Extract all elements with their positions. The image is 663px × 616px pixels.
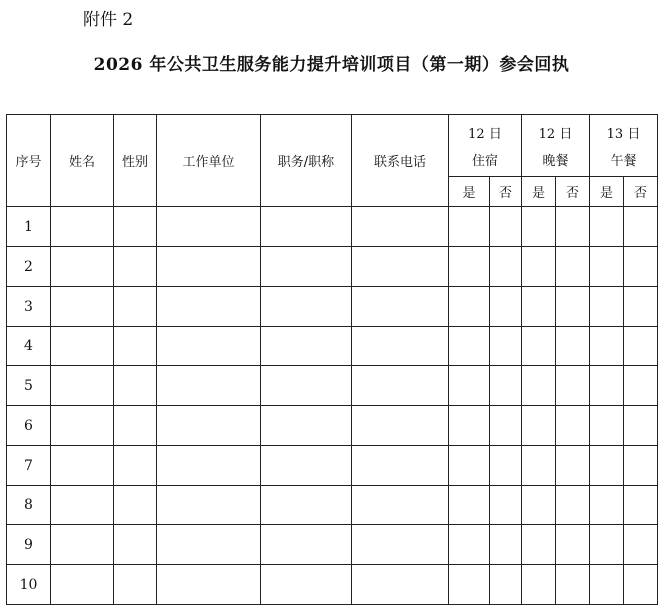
lunch-no-cell[interactable] [624, 446, 658, 486]
table-row [7, 486, 658, 525]
dinner-no-cell[interactable] [556, 525, 590, 565]
table-row [7, 287, 658, 327]
lodging-no-cell[interactable] [490, 565, 522, 605]
workplace-cell[interactable] [157, 486, 261, 525]
row-number: 8 [7, 486, 51, 525]
lunch-no-cell[interactable] [624, 247, 658, 287]
table-row [7, 327, 658, 366]
name-cell[interactable] [51, 486, 114, 525]
header-seq: 序号 [7, 115, 51, 207]
lunch-date: 13 日 [606, 126, 641, 142]
lodging-yes-cell[interactable] [449, 486, 490, 525]
position-cell[interactable] [261, 366, 352, 406]
lodging-no-cell[interactable] [490, 525, 522, 565]
workplace-cell[interactable] [157, 406, 261, 446]
lunch-no-cell[interactable] [624, 486, 658, 525]
dinner-yes-cell[interactable] [522, 406, 556, 446]
lodging-yes-cell[interactable] [449, 207, 490, 247]
lunch-yes-cell[interactable] [590, 486, 624, 525]
header-lunch [590, 115, 658, 177]
row-number: 3 [7, 287, 51, 327]
name-cell[interactable] [51, 366, 114, 406]
lodging-date: 12 日 [468, 126, 502, 142]
lodging-label: 住宿 [471, 153, 498, 169]
row-number: 1 [7, 207, 51, 247]
dinner-no-cell[interactable] [556, 565, 590, 605]
workplace-cell[interactable] [157, 247, 261, 287]
header-name: 姓名 [51, 115, 114, 207]
lunch-no-cell[interactable] [624, 207, 658, 247]
lunch-no-cell[interactable] [624, 327, 658, 366]
gender-cell[interactable] [114, 327, 157, 366]
dinner-no-cell[interactable] [556, 486, 590, 525]
workplace-cell[interactable] [157, 525, 261, 565]
row-number: 9 [7, 525, 51, 565]
header-workplace: 工作单位 [157, 115, 261, 207]
row-number: 4 [7, 327, 51, 366]
phone-cell[interactable] [352, 327, 449, 366]
dinner-yes-cell[interactable] [522, 327, 556, 366]
name-cell[interactable] [51, 287, 114, 327]
dinner-no-cell[interactable] [556, 287, 590, 327]
registration-table [6, 114, 658, 605]
position-cell[interactable] [261, 565, 352, 605]
row-number: 5 [7, 366, 51, 406]
lunch-no-cell[interactable] [624, 287, 658, 327]
phone-cell[interactable] [352, 446, 449, 486]
gender-cell[interactable] [114, 486, 157, 525]
gender-cell[interactable] [114, 406, 157, 446]
gender-cell[interactable] [114, 287, 157, 327]
table-row [7, 446, 658, 486]
lodging-no-cell[interactable] [490, 247, 522, 287]
gender-cell[interactable] [114, 565, 157, 605]
lunch-no-cell[interactable] [624, 366, 658, 406]
position-cell[interactable] [261, 207, 352, 247]
lodging-yes-cell[interactable] [449, 287, 490, 327]
name-cell[interactable] [51, 247, 114, 287]
dinner-no-cell[interactable] [556, 327, 590, 366]
phone-cell[interactable] [352, 207, 449, 247]
phone-cell[interactable] [352, 406, 449, 446]
dinner-no: 否 [556, 177, 590, 207]
position-cell[interactable] [261, 287, 352, 327]
dinner-yes-cell[interactable] [522, 525, 556, 565]
lodging-yes: 是 [449, 177, 490, 207]
dinner-no-cell[interactable] [556, 247, 590, 287]
lunch-yes-cell[interactable] [590, 327, 624, 366]
table-row [7, 565, 658, 605]
dinner-no-cell[interactable] [556, 207, 590, 247]
row-number: 10 [7, 565, 51, 605]
lodging-no-cell[interactable] [490, 287, 522, 327]
position-cell[interactable] [261, 446, 352, 486]
lunch-yes-cell[interactable] [590, 366, 624, 406]
lodging-no-cell[interactable] [490, 446, 522, 486]
lunch-no-cell[interactable] [624, 406, 658, 446]
lodging-no-cell[interactable] [490, 406, 522, 446]
table-row [7, 406, 658, 446]
lodging-yes-cell[interactable] [449, 406, 490, 446]
lunch-yes-cell[interactable] [590, 287, 624, 327]
lodging-no-cell[interactable] [490, 366, 522, 406]
dinner-no-cell[interactable] [556, 366, 590, 406]
dinner-yes-cell[interactable] [522, 207, 556, 247]
lunch-yes-cell[interactable] [590, 406, 624, 446]
position-cell[interactable] [261, 486, 352, 525]
name-cell[interactable] [51, 525, 114, 565]
row-number: 7 [7, 446, 51, 486]
gender-cell[interactable] [114, 207, 157, 247]
lunch-yes: 是 [590, 177, 624, 207]
workplace-cell[interactable] [157, 565, 261, 605]
header-dinner [522, 115, 590, 177]
header-position: 职务/职称 [261, 115, 352, 207]
workplace-cell[interactable] [157, 366, 261, 406]
position-cell[interactable] [261, 406, 352, 446]
dinner-yes-cell[interactable] [522, 366, 556, 406]
lodging-yes-cell[interactable] [449, 565, 490, 605]
name-cell[interactable] [51, 446, 114, 486]
dinner-label: 晚餐 [542, 153, 569, 169]
gender-cell[interactable] [114, 525, 157, 565]
dinner-yes-cell[interactable] [522, 565, 556, 605]
workplace-cell[interactable] [157, 207, 261, 247]
phone-cell[interactable] [352, 247, 449, 287]
lunch-yes-cell[interactable] [590, 565, 624, 605]
table-body [7, 207, 658, 605]
lodging-yes-cell[interactable] [449, 247, 490, 287]
name-cell[interactable] [51, 406, 114, 446]
gender-cell[interactable] [114, 446, 157, 486]
lunch-no: 否 [624, 177, 658, 207]
dinner-no-cell[interactable] [556, 406, 590, 446]
dinner-yes-cell[interactable] [522, 446, 556, 486]
table-row [7, 247, 658, 287]
dinner-yes-cell[interactable] [522, 247, 556, 287]
gender-cell[interactable] [114, 366, 157, 406]
lodging-no: 否 [490, 177, 522, 207]
lunch-label: 午餐 [610, 153, 637, 169]
header-gender: 性别 [114, 115, 157, 207]
name-cell[interactable] [51, 565, 114, 605]
dinner-yes-cell[interactable] [522, 287, 556, 327]
header-phone: 联系电话 [352, 115, 449, 207]
lunch-yes-cell[interactable] [590, 207, 624, 247]
gender-cell[interactable] [114, 247, 157, 287]
dinner-yes-cell[interactable] [522, 486, 556, 525]
lodging-yes-cell[interactable] [449, 525, 490, 565]
phone-cell[interactable] [352, 366, 449, 406]
name-cell[interactable] [51, 207, 114, 247]
name-cell[interactable] [51, 327, 114, 366]
table-row [7, 207, 658, 247]
workplace-cell[interactable] [157, 446, 261, 486]
lunch-yes-cell[interactable] [590, 446, 624, 486]
lunch-no-cell[interactable] [624, 525, 658, 565]
position-cell[interactable] [261, 247, 352, 287]
table-row [7, 366, 658, 406]
lunch-no-cell[interactable] [624, 565, 658, 605]
dinner-yes: 是 [522, 177, 556, 207]
dinner-date: 12 日 [538, 126, 573, 142]
lodging-yes-cell[interactable] [449, 327, 490, 366]
table-row [7, 525, 658, 565]
document-title: 2026 年公共卫生服务能力提升培训项目（第一期）参会回执 [93, 55, 570, 75]
dinner-no-cell[interactable] [556, 446, 590, 486]
phone-cell[interactable] [352, 486, 449, 525]
phone-cell[interactable] [352, 287, 449, 327]
lunch-yes-cell[interactable] [590, 525, 624, 565]
lodging-no-cell[interactable] [490, 327, 522, 366]
position-cell[interactable] [261, 525, 352, 565]
workplace-cell[interactable] [157, 327, 261, 366]
lodging-yes-cell[interactable] [449, 446, 490, 486]
workplace-cell[interactable] [157, 287, 261, 327]
phone-cell[interactable] [352, 565, 449, 605]
attachment-label: 附件 2 [83, 10, 134, 30]
header-lodging [449, 115, 522, 177]
lodging-no-cell[interactable] [490, 207, 522, 247]
lodging-yes-cell[interactable] [449, 366, 490, 406]
row-number: 6 [7, 406, 51, 446]
phone-cell[interactable] [352, 525, 449, 565]
lodging-no-cell[interactable] [490, 486, 522, 525]
position-cell[interactable] [261, 327, 352, 366]
lunch-yes-cell[interactable] [590, 247, 624, 287]
row-number: 2 [7, 247, 51, 287]
